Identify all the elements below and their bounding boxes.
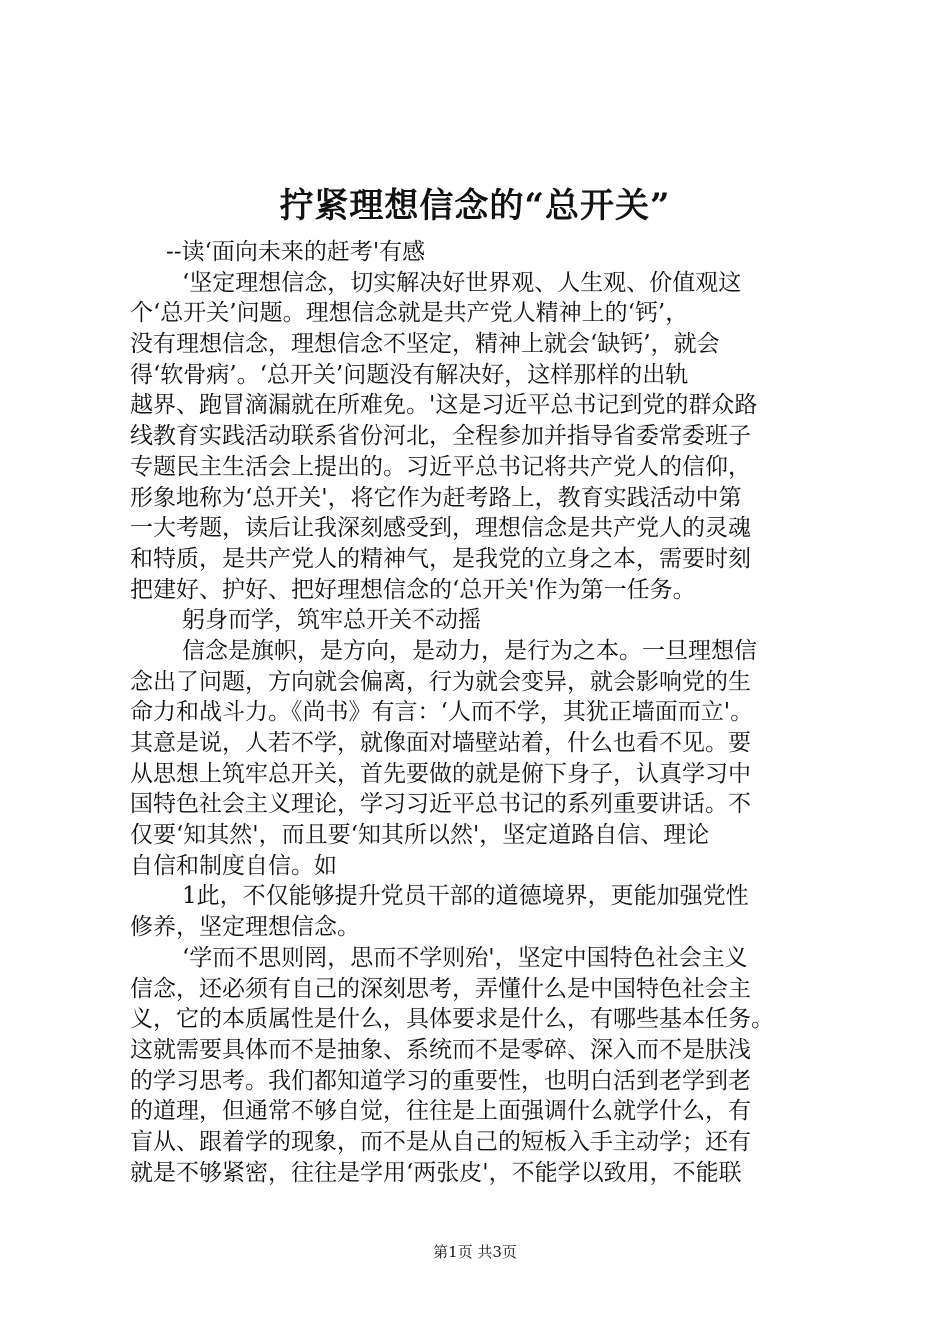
text-line: ‘坚定理想信念，切实解决好世界观、人生观、价值观这 bbox=[182, 269, 742, 296]
text-line: 线教育实践活动联系省份河北，全程参加并指导省委常委班子 bbox=[130, 423, 751, 450]
subtitle-line: --读‘面向未来的赶考'有感 bbox=[166, 239, 426, 265]
text-line: 修养，坚定理想信念。 bbox=[130, 914, 360, 941]
text-line: 国特色社会主义理论，学习习近平总书记的系列重要讲话。不 bbox=[130, 791, 751, 818]
document-body bbox=[130, 237, 830, 1188]
text-line: 专题民主生活会上提出的。习近平总书记将共产党人的信仰， bbox=[130, 453, 751, 480]
text-line: 1此，不仅能够提升党员干部的道德境界，更能加强党性 bbox=[182, 883, 749, 910]
text-line: 信念是旗帜，是方向，是动力，是行为之本。一旦理想信 bbox=[182, 637, 757, 664]
text-line: 自信和制度自信。如 bbox=[130, 852, 337, 879]
text-line: 念出了问题，方向就会偏离，行为就会变异，就会影响党的生 bbox=[130, 668, 751, 695]
text-line: 得‘软骨病’。‘总开关’问题没有解决好，这样那样的出轨 bbox=[130, 361, 689, 388]
section-heading: 躬身而学，筑牢总开关不动摇 bbox=[182, 607, 481, 634]
text-line: 这就需要具体而不是抽象、系统而不是零碎、深入而不是肤浅 bbox=[130, 1036, 751, 1063]
page-footer: 第1页 共3页 bbox=[433, 1243, 517, 1261]
text-line: 的道理，但通常不够自觉，往往是上面强调什么就学什么，有 bbox=[130, 1098, 751, 1125]
text-line: 个‘总开关’问题。理想信念就是共产党人精神上的‘钙’， bbox=[130, 300, 689, 327]
document-title: 拧紧理想信念的“总开关” bbox=[279, 186, 671, 226]
text-line: 一大考题，读后让我深刻感受到，理想信念是共产党人的灵魂 bbox=[130, 515, 751, 542]
text-line: ‘学而不思则罔，思而不学则殆'，坚定中国特色社会主义 bbox=[182, 944, 748, 971]
text-line: 和特质，是共产党人的精神气，是我党的立身之本，需要时刻 bbox=[130, 545, 751, 572]
text-line: 盲从、跟着学的现象，而不是从自己的短板入手主动学；还有 bbox=[130, 1128, 751, 1155]
text-line: 没有理想信念，理想信念不坚定，精神上就会‘缺钙’，就会 bbox=[130, 331, 720, 358]
text-line: 越界、跑冒滴漏就在所难免。'这是习近平总书记到党的群众路 bbox=[130, 392, 758, 419]
text-line: 从思想上筑牢总开关，首先要做的就是俯下身子，认真学习中 bbox=[130, 760, 751, 787]
text-line: 其意是说，人若不学，就像面对墙壁站着，什么也看不见。要 bbox=[130, 730, 751, 756]
text-line: 就是不够紧密，往往是学用‘两张皮'，不能学以致用，不能联 bbox=[130, 1159, 742, 1186]
text-line: 仅要‘知其然'，而且要‘知其所以然'，坚定道路自信、理论 bbox=[130, 822, 710, 849]
text-line: 把建好、护好、把好理想信念的‘总开关'作为第一任务。 bbox=[130, 576, 696, 603]
text-line: 命力和战斗力。《尚书》有言：‘人而不学，其犹正墙面而立'。 bbox=[130, 699, 754, 726]
text-line: 的学习思考。我们都知道学习的重要性，也明白活到老学到老 bbox=[130, 1067, 751, 1094]
text-line: 义，它的本质属性是什么，具体要求是什么，有哪些基本任务。 bbox=[130, 1006, 774, 1033]
text-line: 信念，还必须有自己的深刻思考，弄懂什么是中国特色社会主 bbox=[130, 975, 751, 1002]
text-line: 形象地称为‘总开关'，将它作为赶考路上，教育实践活动中第 bbox=[130, 484, 742, 511]
